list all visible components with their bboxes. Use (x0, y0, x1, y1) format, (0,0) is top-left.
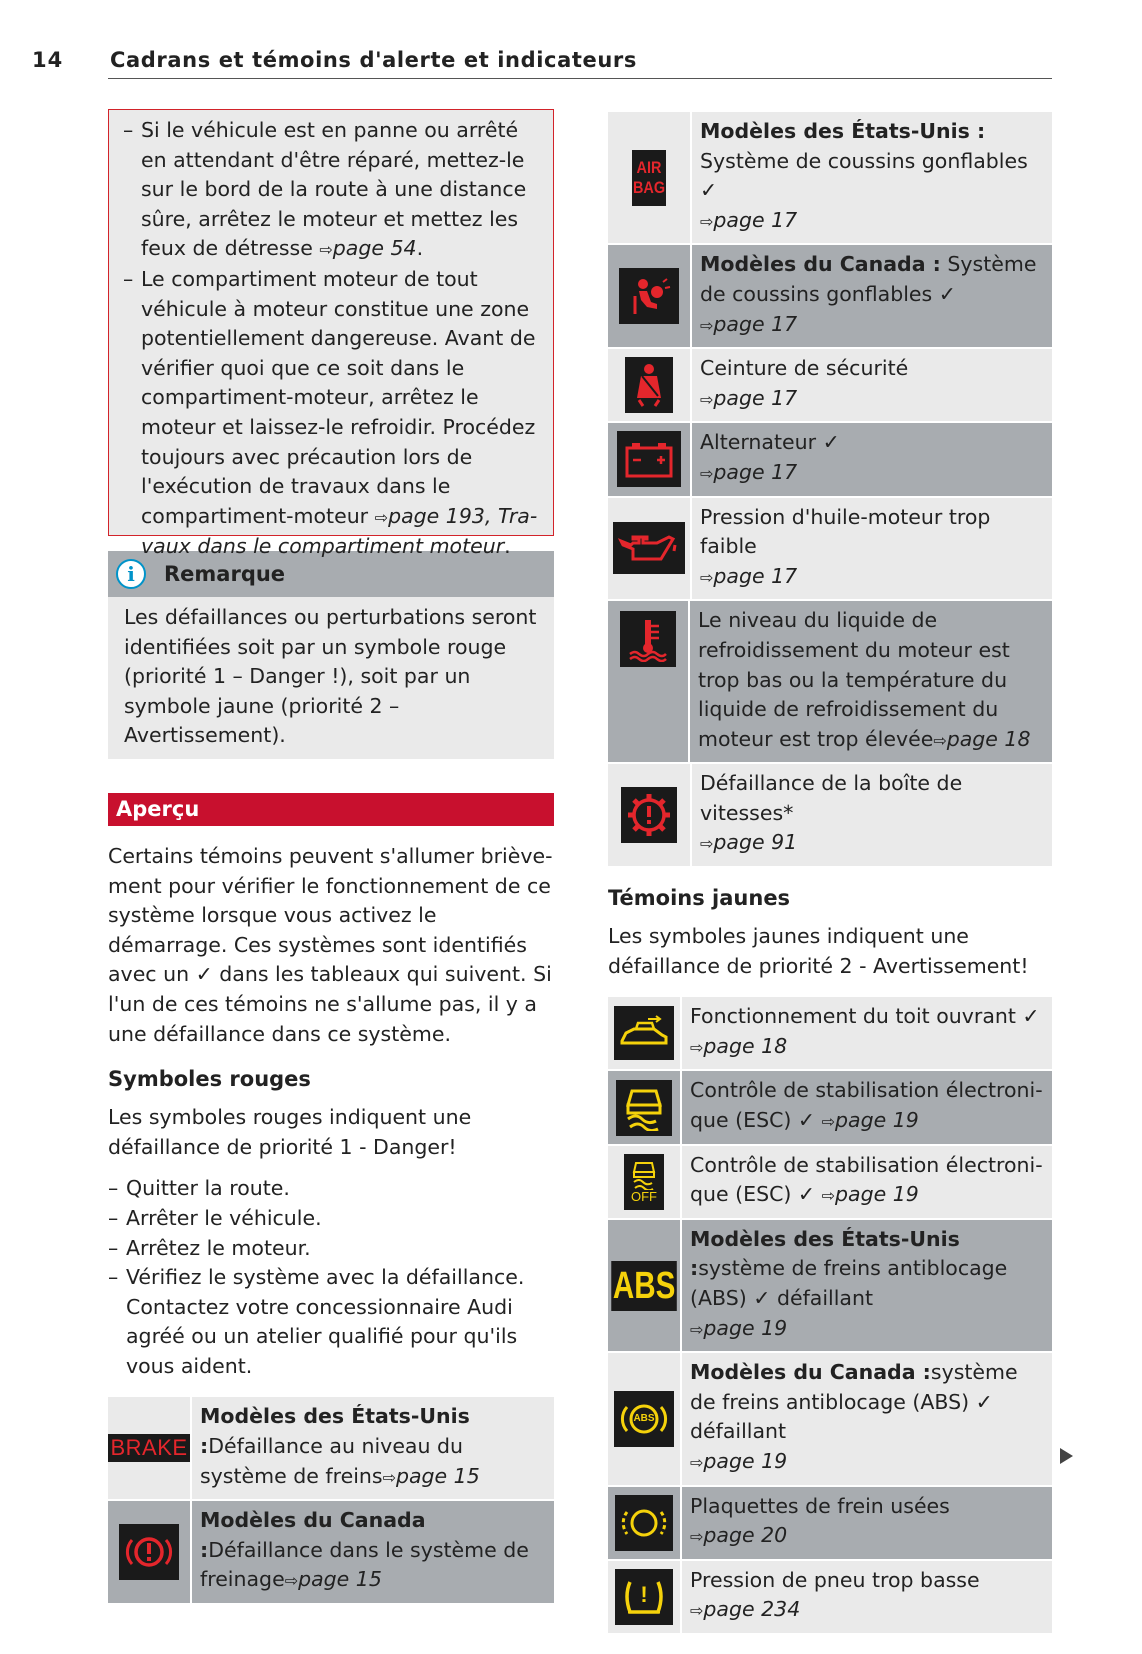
table-row (608, 1351, 1052, 1484)
red-symbols-intro: Les symboles rouges indiquent une défaillance de priorité 1 - Danger! (108, 1105, 472, 1159)
right-column (608, 112, 1052, 1633)
yellow-indicator-table (608, 997, 1052, 1633)
note-body: Les défaillances ou perturbations seront identifiées soit par un symbole rouge (priorité 1 – Danger !), soit par un symbole jaune (priorité 2 – Avertissement). (124, 605, 537, 748)
table-row (608, 243, 1052, 347)
table-row (608, 1144, 1052, 1218)
page-number: 14 (32, 48, 64, 72)
page-link[interactable]: ⇨page 91 (700, 830, 798, 855)
esc-icon (608, 1071, 682, 1143)
red-indicator-table (608, 112, 1052, 866)
row-text: Contrôle de stabilisation électronique (ESC) ✓ ⇨page 19 (690, 1152, 1043, 1207)
note-box (108, 551, 554, 759)
page-link[interactable]: ⇨page 17 (700, 311, 798, 336)
table-row (608, 762, 1052, 866)
page-link[interactable]: ⇨page 17 (700, 563, 798, 588)
row-text: Pression d'huile-moteur trop faible ⇨page 17 (700, 504, 991, 588)
table-row (108, 1499, 554, 1603)
note-title: Remarque (164, 562, 286, 586)
brake-pads-icon (608, 1487, 682, 1559)
row-text: Contrôle de stabilisation électronique (ESC) ✓ ⇨page 19 (690, 1078, 1043, 1133)
warning-box (108, 109, 554, 559)
page-link[interactable]: ⇨page 15 (284, 1567, 382, 1592)
row-text: Défaillance de la boîte de vitesses* ⇨page 91 (700, 771, 963, 855)
page-link[interactable]: ⇨page 18 (933, 726, 1031, 751)
section-title: Aperçu (108, 793, 554, 826)
list-item: – Quitter la route. (108, 1174, 554, 1204)
row-text: Alternateur ✓ ⇨page 17 (700, 430, 840, 484)
page-link[interactable]: ⇨page 18 (690, 1033, 788, 1058)
header-rule (108, 78, 1052, 79)
row-text: Modèles des États-Unis :système de freins antiblocage (ABS) ✓ défaillant ⇨page 19 (690, 1226, 1008, 1340)
page-link[interactable]: ⇨page 17 (700, 207, 798, 232)
row-text: Modèles du Canada : Système de coussins gonflables ✓ ⇨page 17 (700, 252, 1037, 336)
page-title: Cadrans et témoins d'alerte et indicateurs (110, 48, 637, 72)
seatbelt-icon (608, 349, 692, 421)
abs-text-icon: ABS (608, 1220, 682, 1351)
list-item: – Arrêter le véhicule. (108, 1204, 554, 1234)
page-link[interactable]: ⇨page 17 (700, 385, 798, 410)
gearbox-icon (608, 764, 692, 866)
table-row (608, 496, 1052, 600)
table-row (608, 1218, 1052, 1351)
left-column (108, 109, 554, 1603)
page-link[interactable]: ⇨page 19 (821, 1182, 919, 1207)
next-page-arrow-icon[interactable] (1060, 1448, 1073, 1464)
brake-table (108, 1397, 554, 1603)
page-link[interactable]: ⇨page 15 (382, 1463, 480, 1488)
table-row (608, 421, 1052, 495)
yellow-intro: Les symboles jaunes indiquent une défaillance de priorité 2 - Avertissement! (608, 924, 1029, 978)
airbag-icon: AIR BAG (608, 112, 692, 243)
sunroof-icon (608, 997, 682, 1069)
table-row (608, 1069, 1052, 1143)
info-icon: i (116, 559, 146, 589)
row-text: Le niveau du liquide de refroidissement du moteur est trop bas ou la température du liquide de refroidissement du moteur est trop élevée⇨page 18 (698, 608, 1031, 751)
red-symbols-heading: Symboles rouges (108, 1067, 311, 1092)
row-text: Modèles des États-Unis :Défaillance au niveau du système de freins⇨page 15 (200, 1404, 480, 1488)
row-text: Pression de pneu trop basse ⇨page 234 (690, 1567, 980, 1622)
row-text: Ceinture de sécurité ⇨page 17 (700, 356, 909, 410)
row-text: Modèles des États-Unis : Système de coussins gonflables ✓ ⇨page 17 (700, 119, 1028, 232)
airbag-person-icon (608, 245, 692, 347)
list-item: – Vérifiez le système avec la défaillance. Contactez votre concessionnaire Audi agréé ou un atelier qualifié pour qu'ils vous aident. (108, 1263, 554, 1381)
row-text: Modèles du Canada :système de freins antiblocage (ABS) ✓ défaillant ⇨page 19 (690, 1360, 1018, 1473)
brake-circle-icon (108, 1501, 192, 1603)
table-row (608, 1485, 1052, 1559)
abs-circle-icon: ABS (608, 1353, 682, 1484)
overview-text: Certains témoins peuvent s'allumer brièvement pour vérifier le fonctionnement de ce système lorsque vous activez le démarrage. Ces systèmes sont identifiés avec un ✓ dans les tableaux qui suivent. Si l'un de ces témoins ne s'allume pas, il y a une défaillance dans ce système. (108, 843, 553, 1046)
table-row (608, 997, 1052, 1069)
table-row (608, 599, 1052, 762)
page-link[interactable]: ⇨page 17 (700, 459, 798, 484)
page-link[interactable]: ⇨page 19 (821, 1108, 919, 1133)
page-link[interactable]: ⇨page 234 (690, 1597, 801, 1622)
table-row (608, 112, 1052, 243)
list-item: – Arrêtez le moteur. (108, 1234, 554, 1264)
page-link[interactable]: ⇨page 20 (690, 1523, 788, 1548)
table-row (108, 1397, 554, 1499)
page-link[interactable]: ⇨page 19 (690, 1315, 788, 1340)
coolant-icon (608, 601, 690, 762)
page-header (32, 44, 1052, 80)
tire-pressure-icon: ! (608, 1561, 682, 1633)
brake-text-icon: BRAKE (108, 1397, 192, 1499)
oil-can-icon (608, 498, 692, 600)
row-text: Fonctionnement du toit ouvrant ✓ ⇨page 18 (690, 1004, 1040, 1058)
esc-off-icon: OFF (608, 1146, 682, 1218)
battery-icon (608, 423, 692, 495)
page-link[interactable]: ⇨page 54 (319, 236, 417, 261)
warning-item: – Si le véhicule est en panne ou arrêté en attendant d'être réparé, mettez-le sur le bord de la route à une distance sûre, arrêtez le moteur et mettez les feux de détresse ⇨page 54. (123, 116, 539, 265)
yellow-heading: Témoins jaunes (608, 886, 791, 911)
row-text: Plaquettes de frein usées ⇨page 20 (690, 1493, 950, 1548)
table-row (608, 1559, 1052, 1633)
page-link[interactable]: ⇨page 193, Travaux dans le compartiment moteur (141, 503, 538, 559)
red-steps-list (108, 1174, 554, 1381)
row-text: Modèles du Canada :Défaillance dans le système de freinage⇨page 15 (200, 1508, 529, 1592)
warning-item: – Le compartiment moteur de tout véhicule à moteur constitue une zone potentiellement dangereuse. Avant de vérifier quoi que ce soit dans le compartiment-moteur, arrêtez le moteur et laissez-le refroidir. Procédez toujours avec précaution lors de l'exécution de travaux dans le compartiment-moteur ⇨page 193, Travaux dans le compartiment moteur. (123, 265, 539, 562)
page-link[interactable]: ⇨page 19 (690, 1448, 788, 1473)
table-row (608, 347, 1052, 421)
